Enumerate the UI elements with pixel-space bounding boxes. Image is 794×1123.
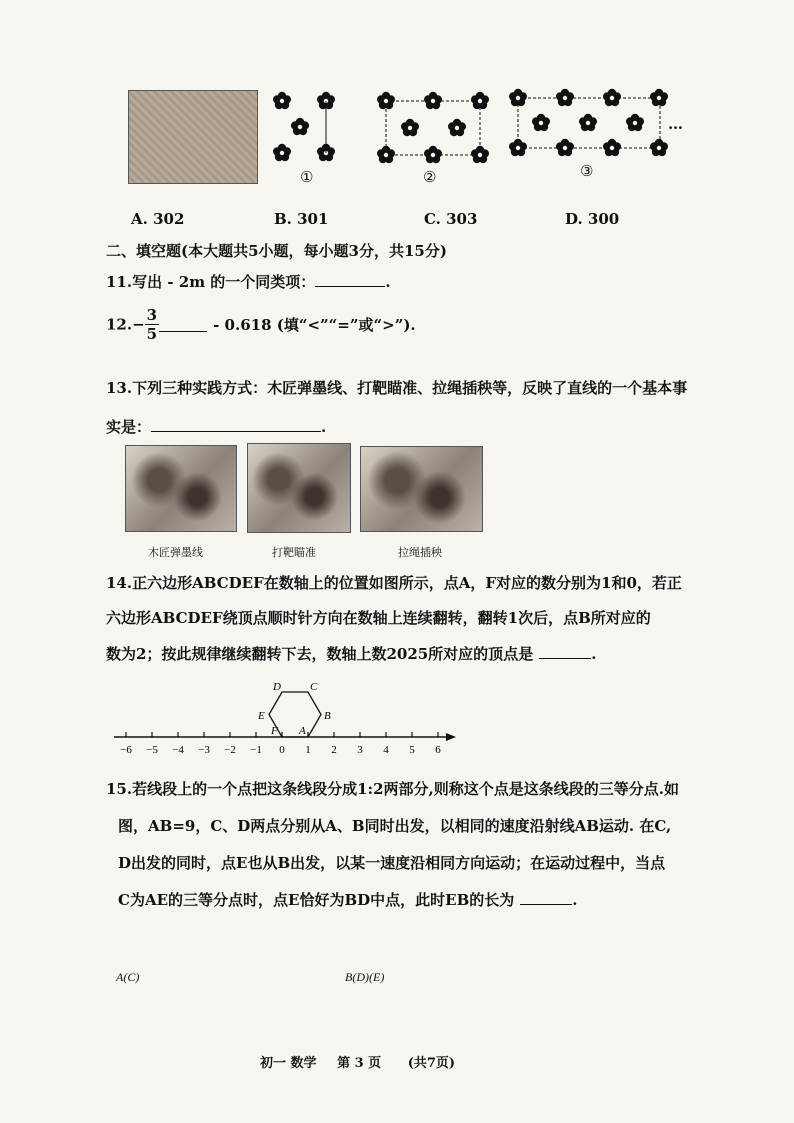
q15-line-4 [118,889,577,910]
q10-option-c: C. 303 [424,210,478,228]
pattern-photo [128,90,258,184]
footer-total: (共7页) [407,1056,456,1071]
photo-aiming [247,443,351,533]
question-12 [106,306,416,343]
number-line-tick-label: 5 [409,744,415,756]
q13-line-2-prefix: 实是： [106,418,152,436]
q15-answer-blank[interactable] [520,890,572,905]
vertex-label-f: F [271,725,278,737]
pattern-figure-2 [377,92,489,163]
flower-pattern-figures [260,85,680,195]
q12-fraction-denominator: 5 [146,325,158,343]
q12-prefix: 12.− [106,315,145,334]
q12-fraction [145,306,159,343]
q11-suffix: . [385,273,391,291]
number-line-tick-label: −2 [224,744,236,756]
number-line-tick-label: 2 [331,744,337,756]
number-line-tick-label: 4 [383,744,389,756]
footer-page: 第 3 页 [337,1056,382,1071]
footer [260,1052,455,1071]
q15-line-3: D出发的同时，点E也从B出发，以某一速度沿相同方向运动；在运动过程中，当点 [118,854,666,872]
pattern-figure-1 [273,92,335,161]
number-line-tick-label: −1 [250,744,262,756]
q11-text: 11.写出 - 2m 的一个同类项： [106,273,316,291]
q12-answer-blank[interactable] [159,317,207,332]
number-line-tick-label: 0 [279,744,285,756]
number-line-tick-label: −6 [120,744,132,756]
q10-option-d: D. 300 [565,210,620,228]
pattern-figure-3 [509,89,668,156]
number-line-tick-label: −3 [198,744,210,756]
q15-label-left: A(C) [116,970,140,984]
figure-label-3: ③ [580,162,594,180]
photo-carpenter [125,445,237,532]
q15-label-right: B(D)(E) [345,970,385,984]
q13-line-2 [106,416,326,437]
q13-line-1: 13.下列三种实践方式：木匠弹墨线、打靶瞄准、拉绳插秧等，反映了直线的一个基本事 [106,379,688,397]
number-line-tick-label: 3 [357,744,363,756]
q14-line-3-prefix: 数为2；按此规律继续翻转下去，数轴上数2025所对应的顶点是 [106,645,534,663]
footer-subject: 初一 数学 [260,1056,317,1071]
vertex-label-d: D [273,681,281,693]
q15-line-1: 15.若线段上的一个点把这条线段分成1:2两部分,则称这个点是这条线段的三等分点.如 [106,780,679,798]
q14-line-3 [106,643,596,664]
question-11 [106,271,391,292]
number-line-arrow [446,733,456,741]
q14-line-3-suffix: . [591,645,597,663]
q12-fraction-numerator: 3 [146,306,158,324]
q11-answer-blank[interactable] [315,272,385,287]
number-line-tick-label: 1 [305,744,311,756]
number-line-tick-label: 6 [435,744,441,756]
q13-line-2-suffix: . [321,418,327,436]
number-line-tick-label: −4 [172,744,184,756]
section-2-header: 二、填空题(本大题共5小题，每小题3分，共15分) [106,242,447,260]
photo-rice-planting [360,446,483,532]
q10-option-a: A. 302 [131,210,185,228]
q10-option-b: B. 301 [274,210,329,228]
q12-suffix: - 0.618 (填“<”“=”或“>”). [213,316,416,334]
number-line-tick-label: −5 [146,744,158,756]
figure-ellipsis: … [668,115,683,133]
q14-line-1: 14.正六边形ABCDEF在数轴上的位置如图所示，点A，F对应的数分别为1和0，若正 [106,574,682,592]
figure-label-1: ① [300,168,314,186]
photo-caption-3: 拉绳插秧 [398,546,442,559]
q14-answer-blank[interactable] [539,644,591,659]
vertex-label-a: A [299,725,306,737]
figure-label-2: ② [423,168,437,186]
vertex-label-c: C [310,681,318,693]
photo-caption-1: 木匠弹墨线 [148,546,203,559]
q14-line-2: 六边形ABCDEF绕顶点顺时针方向在数轴上连续翻转，翻转1次后，点B所对应的 [106,609,651,627]
photo-caption-2: 打靶瞄准 [272,546,316,559]
q15-line-4-suffix: . [572,891,578,909]
vertex-label-b: B [324,710,331,722]
vertex-label-e: E [258,710,265,722]
q15-line-2: 图，AB=9，C、D两点分别从A、B同时出发，以相同的速度沿射线AB运动. 在C, [118,817,672,835]
q13-answer-blank[interactable] [151,417,321,432]
number-line-diagram [110,675,460,765]
q15-line-4-prefix: C为AE的三等分点时，点E恰好为BD中点，此时EB的长为 [118,891,515,909]
